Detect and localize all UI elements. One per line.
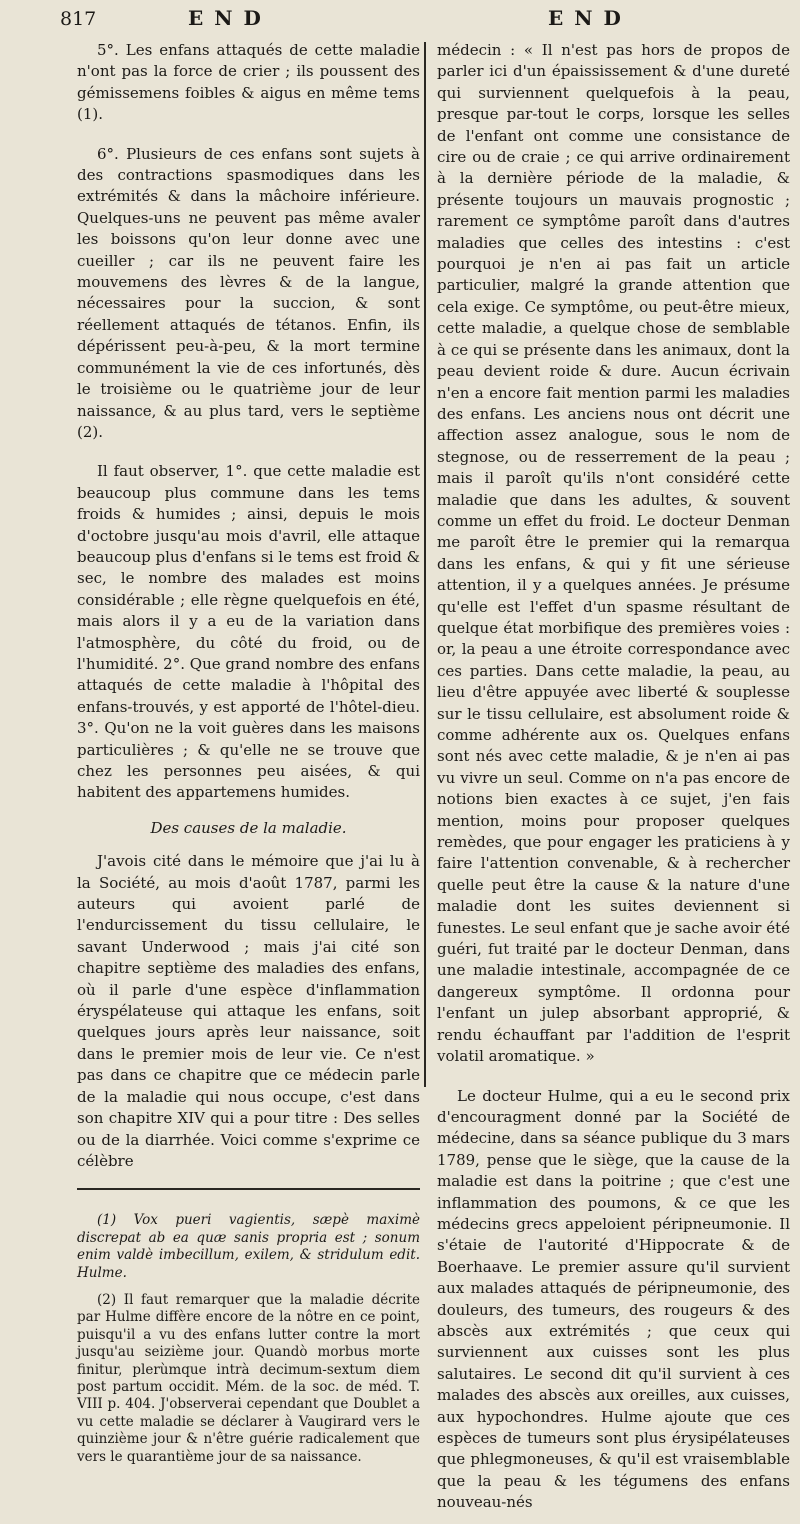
footnote-separator (77, 1188, 420, 1190)
left-running-title: E N D (188, 6, 263, 30)
paragraph: 6°. Plusieurs de ces enfans sont sujets à des contractions spasmodiques dans les extrémités & dans la mâchoire inférieure. Quelques-uns ne peuvent pas même avaler les boissons qu'on leur donne avec une cueiller ; car ils ne peuvent faire les mouvemens des lèvres & de la langue, nécessaires pour la succion, & sont réellement attaqués de tétanos. Enfin, ils dépérissent peu-à-peu, & la mort termine communément la vie de ces infortunés, dès le troisième ou le quatrième jour de leur naissance, & au plus tard, vers le septième (2). (77, 144, 420, 441)
section-heading: Des causes de la maladie. (150, 818, 347, 837)
paragraph: Le docteur Hulme, qui a eu le second prix d'encouragment donné par la Société de médecine, dans sa séance publique du 3 mars 1789, pense que le siège, que la cause de la maladie est dans la poitrine ; que c'est une inflammation des poumons, & ce que les médecins grecs appeloient péripneumonie. Il s'étaie de l'autorité d'Hippocrate & de Boerhaave. Le premier assure qu'il survient aux malades attaqués de péripneumonie, des douleurs, des tumeurs, des rougeurs & des abscès aux extrémités ; que ceux qui surviennent aux cuisses sont les plus salutaires. Le second dit qu'il survient à ces malades des abscès aux oreilles, aux cuisses, aux hypochondres. Hulme ajoute que ces espèces de tumeurs sont plus érysipélateuses que phlegmoneuses, & qu'il est vraisemblable que la peau & les tégumens des enfans nouveau-nés (437, 1086, 790, 1512)
footnote-1: (1) Vox pueri vagientis, sæpè maximè discrepat ab ea quæ sanis propria est ; sonum enim valdè imbecillum, exilem, & stridulum edit. Hulme. (77, 1212, 420, 1281)
footnote-2: (2) Il faut remarquer que la maladie décrite par Hulme diffère encore de la nôtre en ce point, puisqu'il a vu des enfans lutter contre la mort jusqu'au seizième jour. Quandò morbus morte finitur, plerùmque intrà decimum-sextum diem post partum occidit. Mém. de la soc. de méd. T. VIII p. 404. J'observerai cependant que Doublet a vu cette maladie se déclarer à Vaugirard vers le quinzième jour & n'être guérie radicalement que vers le quarantième jour de sa naissance. (77, 1291, 420, 1465)
footnotes (77, 1212, 420, 1466)
paragraph: Il faut observer, 1°. que cette maladie est beaucoup plus commune dans les tems froids & humides ; ainsi, depuis le mois d'octobre jusqu'au mois d'avril, elle attaque beaucoup plus d'enfans si le tems est froid & sec, le nombre des malades est moins considérable ; elle règne quelquefois en été, mais alors il y a eu de la variation dans l'atmosphère, du côté du froid, ou de l'humidité. 2°. Que grand nombre des enfans attaqués de cette maladie à l'hôpital des enfans-trouvés, y est apporté de l'hôtel-dieu. 3°. Qu'on ne la voit guères dans les maisons particulières ; & qu'elle ne se trouve que chez les personnes peu aisées, & qui habitent des appartemens humides. (77, 462, 420, 802)
right-running-title: E N D (548, 6, 623, 30)
paragraph: 5°. Les enfans attaqués de cette maladie n'ont pas la force de crier ; ils poussent des gémissemens foibles & aigus en même tems (1). (77, 41, 420, 124)
right-column (437, 40, 790, 1524)
left-column (77, 40, 420, 1476)
paragraph: médecin : « Il n'est pas hors de propos de parler ici d'un épaississement & d'une dureté qui surviennent quelquefois à la peau, presque par-tout le corps, lorsque les selles de l'enfant ont comme une consistance de cire ou de craie ; ce qui arrive ordinairement à la dernière période de la maladie, & présente toujours un mauvais prognostic ; rarement ce symptôme paroît dans d'autres maladies que celles des intestins : c'est pourquoi je n'en ai pas fait un article particulier, malgré la grande attention que cela exige. Ce symptôme, ou peut-être mieux, cette maladie, a quelque chose de semblable à ce qui se présente dans les animaux, dont la peau devient roide & dure. Aucun écrivain n'en a encore fait mention parmi les maladies des enfans. Les anciens nous ont décrit une affection assez analogue, sous le nom de stegnose, ou de resserrement de la peau ; mais il paroît qu'ils n'ont considéré cette maladie que dans les adultes, & souvent comme un effet du froid. Le docteur Denman me paroît être le premier qui la remarqua dans les enfans, & qui y fit une sérieuse attention, il y a quelques années. Je présume qu'elle est l'effet d'un spasme résultant de quelque état morbifique des premières voies : or, la peau a une étroite correspondance avec ces parties. Dans cette maladie, la peau, au lieu d'être appuyée avec liberté & souplesse sur le tissu cellulaire, est absolument roide & comme adhérente aux os. Quelques enfans sont nés avec cette maladie, & je n'en ai pas vu vivre un seul. Comme on n'a pas encore de notions bien exactes à ce sujet, j'en fais mention, moins pour proposer quelques remèdes, que pour engager les praticiens à y faire l'attention convenable, & à rechercher quelle peut être la cause & la nature d'une maladie dont les suites deviennent si funestes. Le seul enfant que je sache avoir été guéri, fut traité par le docteur Denman, dans une maladie intestinale, accompagnée de ce dangereux symptôme. Il ordonna pour l'enfant un julep absorbant approprié, & rendu échauffant par l'addition de l'esprit volatil aromatique. » (437, 41, 790, 1066)
page-number: 817 (60, 8, 97, 30)
column-divider (424, 42, 426, 1087)
running-header (0, 6, 800, 36)
paragraph: J'avois cité dans le mémoire que j'ai lu à la Société, au mois d'août 1787, parmi les auteurs qui avoient parlé de l'endurcissement du tissu cellulaire, le savant Underwood ; mais j'ai cité son chapitre septième des maladies des enfans, où il parle d'une espèce d'inflammation éryspélateuse qui attaque les enfans, soit quelques jours après leur naissance, soit dans le premier mois de leur vie. Ce n'est pas dans ce chapitre que ce médecin parle de la maladie qui nous occupe, c'est dans son chapitre XIV qui a pour titre : Des selles ou de la diarrhée. Voici comme s'exprime ce célèbre (77, 852, 420, 1170)
